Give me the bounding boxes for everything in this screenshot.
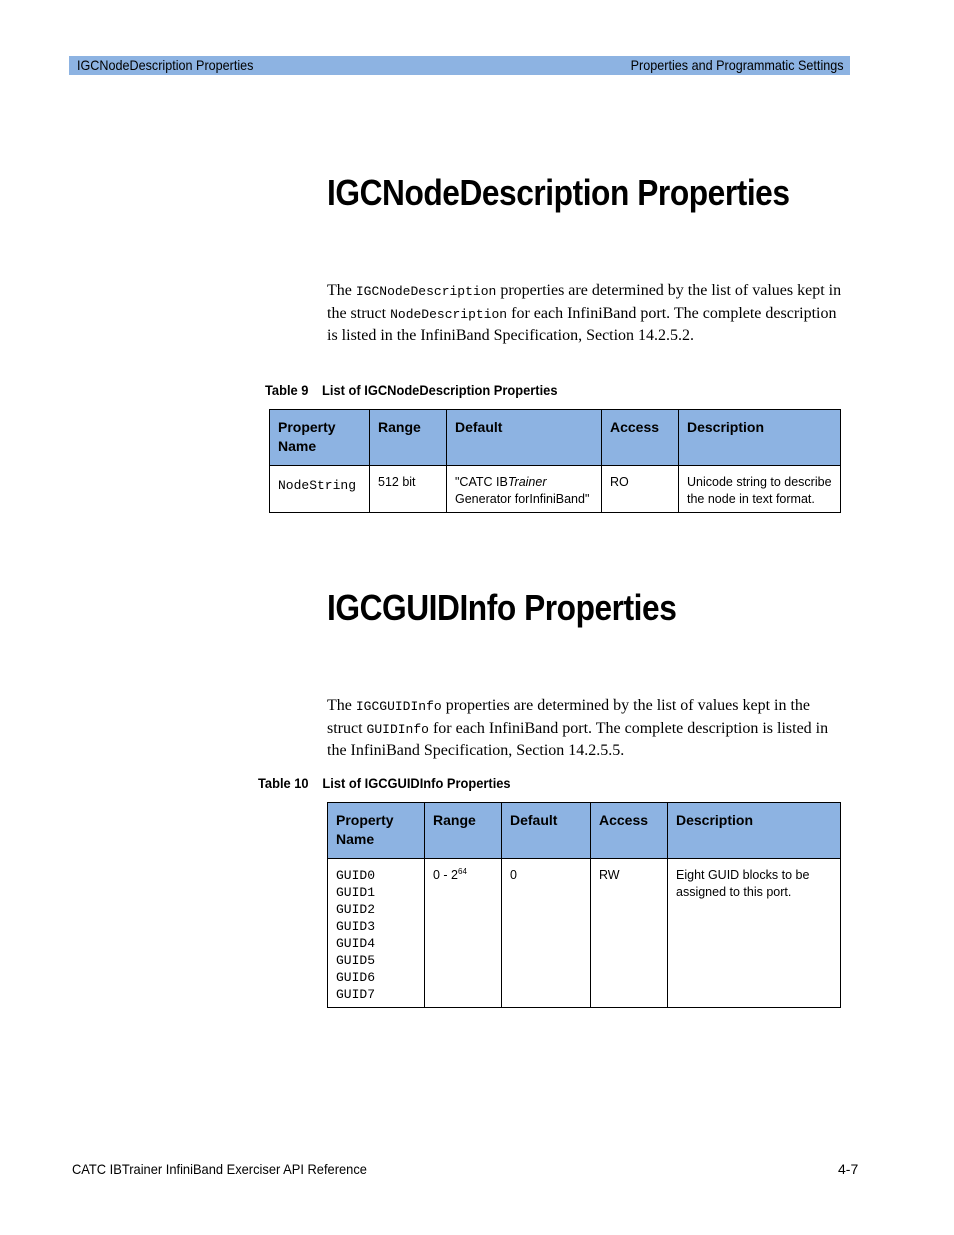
table-row xyxy=(328,859,841,1008)
header-section-title: IGCNodeDescription Properties xyxy=(77,57,254,73)
table-row xyxy=(270,466,841,513)
guid-item: GUID6 xyxy=(336,970,376,985)
col-header-range: Range xyxy=(370,410,447,466)
table-igcnodedescription xyxy=(269,409,841,513)
cell-description: Eight GUID blocks to be assigned to this port. xyxy=(668,859,841,1008)
col-header-description: Description xyxy=(668,803,841,859)
code-guidinfo: GUIDInfo xyxy=(366,721,429,737)
table-caption-10 xyxy=(258,775,511,791)
header-chapter-title: Properties and Programmatic Settings xyxy=(631,57,844,73)
table-igcguidinfo xyxy=(327,802,841,1008)
footer-document-title: CATC IBTrainer InfiniBand Exerciser API Reference xyxy=(72,1161,367,1177)
table-number: Table 10 xyxy=(258,775,309,791)
col-header-default: Default xyxy=(447,410,602,466)
col-header-default: Default xyxy=(502,803,591,859)
cell-default: 0 xyxy=(502,859,591,1008)
code-igcnodedescription: IGCNodeDescription xyxy=(355,284,497,299)
footer-page-number: 4-7 xyxy=(838,1161,859,1177)
col-header-property-name: Property Name xyxy=(270,410,370,466)
guid-item: GUID1 xyxy=(336,885,376,900)
col-header-description: Description xyxy=(679,410,841,466)
section-paragraph-igcguidinfo: The IGCGUIDInfo properties are determined by the list of values kept in the struct GUIDInfo for each InfiniBand port. The complete description is listed in the InfiniBand Specification, Section 14.2.5.5. xyxy=(327,697,829,759)
guid-item: GUID7 xyxy=(336,987,376,1002)
running-header xyxy=(69,56,850,75)
section-title-igcguidinfo: IGCGUIDInfo Properties xyxy=(327,587,677,628)
guid-item: GUID2 xyxy=(336,902,376,917)
cell-access: RW xyxy=(591,859,668,1008)
table-caption-9 xyxy=(265,382,558,398)
section-title-igcnodedescription: IGCNodeDescription Properties xyxy=(327,172,790,213)
cell-access: RO xyxy=(602,466,679,513)
col-header-property-name: Property Name xyxy=(328,803,425,859)
table-caption-text: List of IGCNodeDescription Properties xyxy=(322,382,558,398)
table-header-row xyxy=(328,803,841,859)
code-igcguidinfo: IGCGUIDInfo xyxy=(355,699,442,714)
col-header-access: Access xyxy=(602,410,679,466)
section-paragraph-igcnodedescription: The IGCNodeDescription properties are determined by the list of values kept in the struct NodeDescription for each InfiniBand port. The complete description is listed in the InfiniBand Specification, Section 14.2.5.2. xyxy=(327,282,842,344)
cell-property-names xyxy=(328,859,425,1008)
table-header-row xyxy=(270,410,841,466)
table-number: Table 9 xyxy=(265,382,309,398)
cell-property-name: NodeString xyxy=(270,466,370,513)
guid-item: GUID3 xyxy=(336,919,376,934)
cell-default: "CATC IBTrainer Generator forInfiniBand" xyxy=(447,466,602,513)
guid-item: GUID0 xyxy=(336,868,376,883)
col-header-range: Range xyxy=(425,803,502,859)
guid-item: GUID4 xyxy=(336,936,376,951)
cell-range: $0 - 2^{64}$ xyxy=(425,859,502,1008)
cell-description: Unicode string to describe the node in text format. xyxy=(679,466,841,513)
code-nodedescription: NodeDescription xyxy=(390,306,508,322)
cell-range: 512 bit xyxy=(370,466,447,513)
table-caption-text: List of IGCGUIDInfo Properties xyxy=(322,775,511,791)
guid-item: GUID5 xyxy=(336,953,376,968)
col-header-access: Access xyxy=(591,803,668,859)
